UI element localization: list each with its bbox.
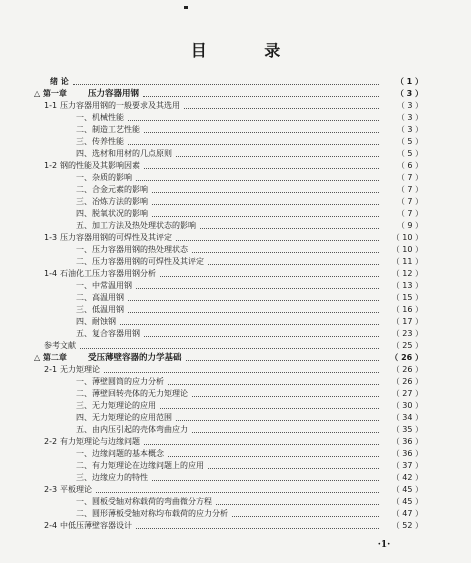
entry-title: 一、边缘问题的基本概念 xyxy=(76,449,164,458)
entry-page-number: （ 6 ） xyxy=(396,161,423,170)
dot-leader xyxy=(120,324,379,325)
entry-title: 二、圆形薄板受轴对称均布载荷的应力分析 xyxy=(76,509,228,518)
entry-page-number: （ 3 ） xyxy=(396,101,423,110)
entry-page-number: （ 5 ） xyxy=(396,149,423,158)
entry-title: 受压薄壁容器的力学基础 xyxy=(88,353,182,363)
entry-page-number: （ 25 ） xyxy=(391,341,423,350)
section-number: 1-1 xyxy=(44,101,58,110)
entry-page-number: （ 27 ） xyxy=(391,389,423,398)
entry-page-number: （ 12 ） xyxy=(391,269,423,278)
toc-entry[interactable] xyxy=(44,268,423,280)
toc-entry[interactable] xyxy=(76,184,423,196)
toc-entry[interactable] xyxy=(44,340,423,352)
dot-leader xyxy=(143,96,379,97)
entry-title: 二、薄壁回转壳体的无力矩理论 xyxy=(76,389,188,398)
dot-leader xyxy=(160,276,379,277)
entry-title: 四、耐蚀钢 xyxy=(76,317,116,326)
toc-entry[interactable] xyxy=(76,220,423,232)
entry-page-number: （ 34 ） xyxy=(391,413,423,422)
dot-leader xyxy=(136,528,379,529)
entry-title: 四、选材和用材的几点原则 xyxy=(76,149,172,158)
dot-leader xyxy=(144,168,379,169)
toc-entry[interactable] xyxy=(76,400,423,412)
toc-entry[interactable] xyxy=(76,412,423,424)
toc-entry[interactable] xyxy=(76,292,423,304)
dot-leader xyxy=(144,336,379,337)
toc-entry[interactable] xyxy=(76,280,423,292)
toc-entry[interactable] xyxy=(76,508,423,520)
entry-title: 一、圆板受轴对称载荷的弯曲微分方程 xyxy=(76,497,212,506)
toc-entry[interactable] xyxy=(76,328,423,340)
entry-page-number: （ 16 ） xyxy=(391,305,423,314)
toc-entry[interactable] xyxy=(76,208,423,220)
dot-leader xyxy=(144,444,379,445)
dot-leader xyxy=(152,192,379,193)
toc-entry[interactable] xyxy=(76,136,423,148)
toc-entry[interactable] xyxy=(76,148,423,160)
entry-title: 钢的性能及其影响因素 xyxy=(60,161,140,170)
dot-leader xyxy=(128,120,379,121)
entry-title: 一、杂质的影响 xyxy=(76,173,132,182)
dot-leader xyxy=(128,144,379,145)
toc-entry[interactable] xyxy=(76,472,423,484)
dot-leader xyxy=(216,504,379,505)
entry-page-number: （ 26 ） xyxy=(390,353,423,362)
section-number: 1-3 xyxy=(44,233,58,242)
entry-page-number: （ 26 ） xyxy=(391,377,423,386)
entry-page-number: （ 45 ） xyxy=(391,497,423,506)
toc-entry[interactable] xyxy=(76,388,423,400)
entry-title: 压力容器用钢 xyxy=(88,89,140,99)
entry-page-number: （ 1 ） xyxy=(395,77,423,86)
entry-page-number: （ 7 ） xyxy=(396,173,423,182)
entry-title: 二、压力容器用钢的可焊性及其评定 xyxy=(76,257,204,266)
entry-page-number: （ 23 ） xyxy=(391,329,423,338)
entry-title: 三、冶炼方法的影响 xyxy=(76,197,148,206)
entry-page-number: （ 45 ） xyxy=(391,485,423,494)
entry-page-number: （ 3 ） xyxy=(395,89,423,98)
toc-entry[interactable] xyxy=(34,352,423,364)
entry-page-number: （ 5 ） xyxy=(396,137,423,146)
entry-page-number: （ 15 ） xyxy=(391,293,423,302)
section-number: 2-3 xyxy=(44,485,58,494)
entry-title: 二、合金元素的影响 xyxy=(76,185,148,194)
toc-entry[interactable] xyxy=(44,484,423,496)
entry-title: 五、加工方法及热处理状态的影响 xyxy=(76,221,196,230)
entry-title: 三、边缘应力的特性 xyxy=(76,473,148,482)
dot-leader xyxy=(232,516,379,517)
toc-entry[interactable] xyxy=(76,112,423,124)
chapter-number: △ 第二章 xyxy=(34,353,67,362)
entry-page-number: （ 36 ） xyxy=(391,437,423,446)
entry-page-number: （ 26 ） xyxy=(391,365,423,374)
dot-leader xyxy=(104,372,379,373)
entry-page-number: （ 3 ） xyxy=(396,113,423,122)
dot-leader xyxy=(128,300,379,301)
entry-title: 四、脱氧状况的影响 xyxy=(76,209,148,218)
dot-leader xyxy=(152,480,379,481)
toc-entry[interactable] xyxy=(76,460,423,472)
toc-entry[interactable] xyxy=(76,316,423,328)
section-number: 2-2 xyxy=(44,437,58,446)
toc-entry[interactable] xyxy=(76,448,423,460)
dot-leader xyxy=(176,156,379,157)
entry-page-number: （ 9 ） xyxy=(396,221,423,230)
entry-title: 一、压力容器用钢的热处理状态 xyxy=(76,245,188,254)
entry-title: 一、中常温用钢 xyxy=(76,281,132,290)
entry-title: 平板理论 xyxy=(60,485,92,494)
toc-entry[interactable] xyxy=(76,256,423,268)
dot-leader xyxy=(96,492,379,493)
toc-entry[interactable] xyxy=(76,244,423,256)
dot-leader xyxy=(128,312,379,313)
entry-title: 一、机械性能 xyxy=(76,113,124,122)
entry-page-number: （ 7 ） xyxy=(396,197,423,206)
dot-leader xyxy=(186,360,379,361)
section-number: 1-2 xyxy=(44,161,58,170)
page-title: 目 录 xyxy=(190,41,307,60)
dot-leader xyxy=(144,132,379,133)
entry-page-number: （ 47 ） xyxy=(391,509,423,518)
dot-leader xyxy=(192,432,379,433)
dot-leader xyxy=(168,384,379,385)
section-number: 2-4 xyxy=(44,521,58,530)
scan-mark xyxy=(184,6,188,9)
entry-page-number: （ 11 ） xyxy=(391,257,423,266)
dot-leader xyxy=(208,468,379,469)
entry-page-number: （ 37 ） xyxy=(391,461,423,470)
page-number: ·1· xyxy=(377,540,391,550)
dot-leader xyxy=(176,240,379,241)
dot-leader xyxy=(176,420,379,421)
entry-title: 四、无力矩理论的应用范围 xyxy=(76,413,172,422)
dot-leader xyxy=(136,288,379,289)
dot-leader xyxy=(208,264,379,265)
entry-title: 三、传养性能 xyxy=(76,137,124,146)
entry-page-number: （ 7 ） xyxy=(396,185,423,194)
toc-entry[interactable] xyxy=(44,232,423,244)
entry-title: 绪 论 xyxy=(50,77,69,86)
dot-leader xyxy=(152,204,379,205)
toc-entry[interactable] xyxy=(44,520,423,532)
toc-entry[interactable] xyxy=(44,436,423,448)
toc-entry[interactable] xyxy=(44,100,423,112)
dot-leader xyxy=(184,108,379,109)
entry-page-number: （ 10 ） xyxy=(391,233,423,242)
entry-title: 压力容器用钢的一般要求及其选用 xyxy=(60,101,180,110)
toc-entry[interactable] xyxy=(44,160,423,172)
toc-entry[interactable] xyxy=(34,88,423,100)
entry-title: 无力矩理论 xyxy=(60,365,100,374)
entry-title: 五、复合容器用钢 xyxy=(76,329,140,338)
entry-page-number: （ 3 ） xyxy=(396,125,423,134)
entry-title: 二、高温用钢 xyxy=(76,293,124,302)
entry-page-number: （ 7 ） xyxy=(396,209,423,218)
dot-leader xyxy=(80,348,379,349)
dot-leader xyxy=(152,216,379,217)
entry-page-number: （ 10 ） xyxy=(391,245,423,254)
entry-title: 五、由内压引起的壳体弯曲应力 xyxy=(76,425,188,434)
section-number: 2-1 xyxy=(44,365,58,374)
entry-page-number: （ 52 ） xyxy=(391,521,423,530)
chapter-number: △ 第一章 xyxy=(34,89,67,98)
entry-title: 一、薄壁圆筒的应力分析 xyxy=(76,377,164,386)
toc-entry[interactable] xyxy=(76,424,423,436)
entry-page-number: （ 30 ） xyxy=(391,401,423,410)
entry-page-number: （ 36 ） xyxy=(391,449,423,458)
entry-title: 三、无力矩理论的应用 xyxy=(76,401,156,410)
toc-entry[interactable] xyxy=(50,76,423,88)
section-number: 1-4 xyxy=(44,269,58,278)
entry-title: 三、低温用钢 xyxy=(76,305,124,314)
entry-page-number: （ 42 ） xyxy=(391,473,423,482)
toc-entry[interactable] xyxy=(44,364,423,376)
entry-title: 参考文献 xyxy=(44,341,76,350)
dot-leader xyxy=(73,84,379,85)
toc-entry[interactable] xyxy=(76,304,423,316)
entry-title: 有力矩理论与边缘问题 xyxy=(60,437,140,446)
entry-page-number: （ 17 ） xyxy=(391,317,423,326)
dot-leader xyxy=(168,456,379,457)
toc-entry[interactable] xyxy=(76,196,423,208)
dot-leader xyxy=(160,408,379,409)
entry-title: 二、制造工艺性能 xyxy=(76,125,140,134)
toc-entry[interactable] xyxy=(76,496,423,508)
entry-page-number: （ 35 ） xyxy=(391,425,423,434)
toc-entry[interactable] xyxy=(76,124,423,136)
dot-leader xyxy=(192,252,379,253)
entry-title: 石油化工压力容器用钢分析 xyxy=(60,269,156,278)
entry-page-number: （ 13 ） xyxy=(391,281,423,290)
dot-leader xyxy=(136,180,379,181)
entry-title: 压力容器用钢的可焊性及其评定 xyxy=(60,233,172,242)
dot-leader xyxy=(200,228,379,229)
toc-entry[interactable] xyxy=(76,172,423,184)
toc-entry[interactable] xyxy=(76,376,423,388)
entry-title: 二、有力矩理论在边缘问题上的应用 xyxy=(76,461,204,470)
dot-leader xyxy=(192,396,379,397)
entry-title: 中低压薄壁容器设计 xyxy=(60,521,132,530)
